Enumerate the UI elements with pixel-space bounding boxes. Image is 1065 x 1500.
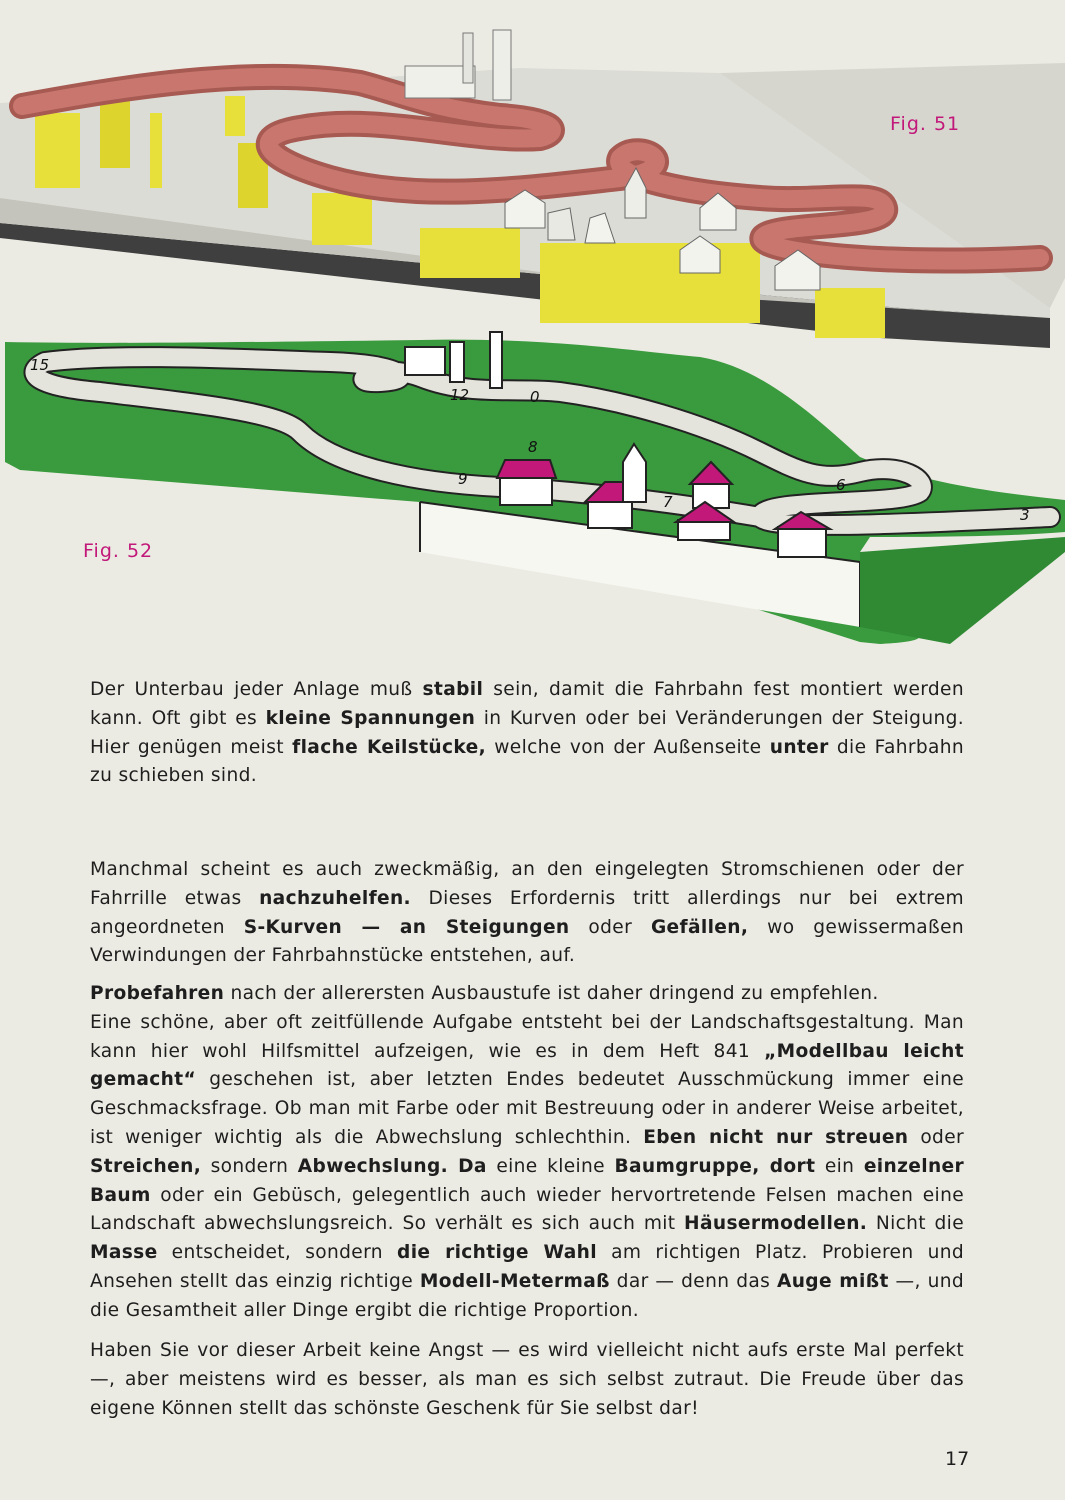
station-building bbox=[405, 347, 445, 375]
pillar bbox=[225, 96, 245, 136]
emphasis: kleine Spannungen bbox=[265, 707, 476, 729]
emphasis: unter bbox=[769, 736, 829, 758]
paragraph: Der Unterbau jeder Anlage muß stabil sein, damit die Fahrbahn fest montiert werden kann. Oft gibt es kleine Spannungen in Kurven oder bei Veränderungen der Steigung. Hier genügen meist flache Keilstücke, welche von der Außenseite unter die Fahrbahn zu schieben sind. bbox=[90, 679, 965, 787]
emphasis: nachzuhelfen. bbox=[259, 887, 411, 909]
paragraph: Eine schöne, aber oft zeitfüllende Aufgabe entsteht bei der Landschaftsgestaltung. Man kann hier wohl Hilfsmittel aufzeigen, wie es in dem Heft 841 „Modellbau leicht gemacht“ geschehen ist, aber letzten Endes bedeutet Ausschmückung immer eine Geschmacksfrage. Ob man mit Farbe oder mit Bestreuung oder in anderer Weise arbeitet, ist weniger wichtig als die Abwechslung schlechthin. Eben nicht nur streuen oder Streichen, sondern Abwechslung. Da eine kleine Baumgruppe, dort ein einzelner Baum oder ein Gebüsch, gelegentlich auch wieder hervortretende Felsen machen eine Landschaft abwechslungsreich. So verhält es sich auch mit Häusermodellen. Nicht die Masse entscheidet, sondern die richtige Wahl am richtigen Platz. Probieren und Ansehen stellt das einzig richtige Modell-Metermaß dar — denn das Auge mißt —, und die Gesamtheit aller Dinge ergibt die richtige Proportion. bbox=[90, 1011, 965, 1321]
body-text bbox=[90, 980, 964, 1326]
house bbox=[497, 460, 556, 505]
figure-51-photo bbox=[0, 18, 1065, 348]
track-number: 6 bbox=[836, 476, 846, 494]
emphasis: S-Kurven — an Steigungen bbox=[243, 916, 570, 938]
body-text bbox=[90, 1337, 964, 1423]
paragraph: Haben Sie vor dieser Arbeit keine Angst — es wird vielleicht nicht aufs erste Mal perfekt —, aber meistens wird es besser, als man es sich selbst zutraut. Die Freude über das eigene Können stellt das schönste Geschenk für Sie selbst dar! bbox=[90, 1340, 964, 1419]
track-number: 7 bbox=[663, 493, 673, 511]
paragraph: Probefahren nach der allerersten Ausbaustufe ist daher dringend zu empfehlen. bbox=[90, 983, 879, 1004]
page-number: 17 bbox=[945, 1448, 970, 1470]
emphasis: Masse bbox=[90, 1242, 158, 1264]
tower bbox=[493, 30, 511, 100]
figure-51-label: Fig. 51 bbox=[890, 113, 961, 135]
emphasis: Auge mißt bbox=[776, 1270, 889, 1292]
emphasis: stabil bbox=[422, 679, 484, 700]
emphasis: Abwechslung. Da bbox=[297, 1155, 487, 1177]
emphasis: Eben nicht nur streuen bbox=[643, 1126, 909, 1148]
tower bbox=[450, 342, 464, 382]
tower bbox=[490, 332, 502, 388]
emphasis: „Modellbau leicht gemacht“ bbox=[90, 1040, 964, 1091]
tower bbox=[463, 33, 473, 83]
track-number: 0 bbox=[530, 388, 540, 406]
emphasis: Gefällen, bbox=[650, 916, 749, 938]
paragraph: Manchmal scheint es auch zweckmäßig, an den eingelegten Stromschienen oder der Fahrrille etwas nachzuhelfen. Dieses Erfordernis tritt allerdings nur bei extrem angeordneten S-Kurven — an Steigungen oder Gefällen, wo gewissermaßen Verwindungen der Fahrbahnstücke entstehen, auf. bbox=[90, 859, 965, 967]
pillar bbox=[312, 193, 372, 245]
figure-52-drawing bbox=[0, 322, 1065, 652]
figure-52-label: Fig. 52 bbox=[83, 540, 154, 562]
track-number: 15 bbox=[30, 356, 50, 374]
body-text bbox=[90, 676, 964, 791]
pillar bbox=[150, 113, 162, 188]
pillar bbox=[540, 243, 760, 323]
pillar bbox=[35, 113, 80, 188]
track-number: 8 bbox=[528, 438, 538, 456]
emphasis: einzelner Baum bbox=[90, 1155, 965, 1206]
emphasis: Probefahren bbox=[90, 983, 225, 1004]
slope bbox=[860, 537, 1065, 644]
track-number: 9 bbox=[458, 470, 468, 488]
body-text bbox=[90, 856, 964, 971]
pillar bbox=[420, 228, 520, 278]
emphasis: Streichen, bbox=[90, 1155, 202, 1177]
emphasis: Häusermodellen. bbox=[684, 1213, 868, 1235]
house bbox=[548, 208, 575, 240]
track-number: 12 bbox=[450, 386, 470, 404]
track-number: 3 bbox=[1020, 506, 1030, 524]
emphasis: Modell-Metermaß bbox=[419, 1270, 610, 1292]
emphasis: Baumgruppe, dort bbox=[614, 1155, 816, 1177]
emphasis: die richtige Wahl bbox=[397, 1242, 597, 1264]
emphasis: flache Keilstücke, bbox=[292, 736, 486, 758]
